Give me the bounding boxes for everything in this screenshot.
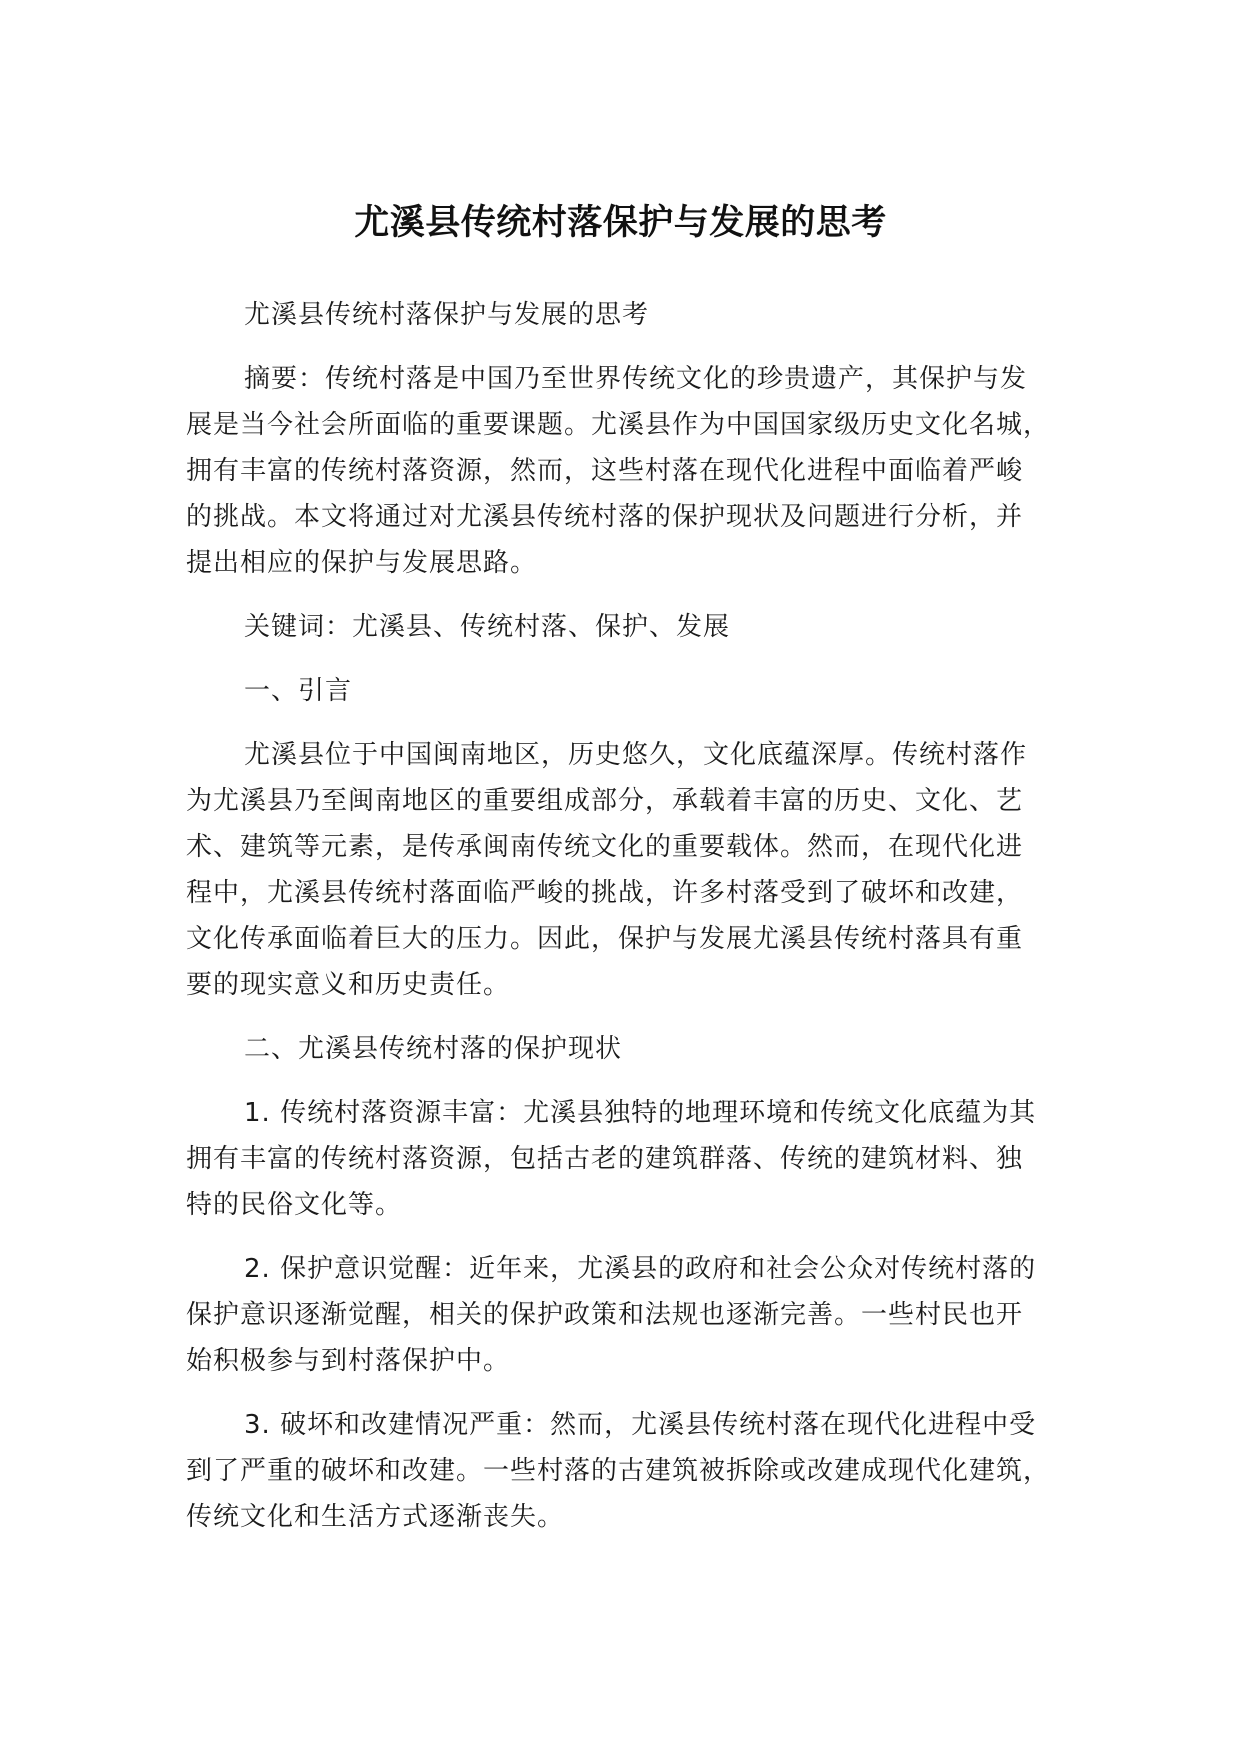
text-line: 展是当今社会所面临的重要课题。尤溪县作为中国国家级历史文化名城， xyxy=(186,410,1051,440)
text-line: 程中，尤溪县传统村落面临严峻的挑战，许多村落受到了破坏和改建， xyxy=(186,878,1024,908)
text-line: 1. 传统村落资源丰富：尤溪县独特的地理环境和传统文化底蕴为其 xyxy=(244,1098,1037,1128)
subtitle-paragraph xyxy=(186,292,1086,338)
list-item-paragraph xyxy=(186,1090,1086,1228)
text-line: 文化传承面临着巨大的压力。因此，保护与发展尤溪县传统村落具有重 xyxy=(186,924,1024,954)
document-title: 尤溪县传统村落保护与发展的思考 xyxy=(354,203,887,244)
text-line: 尤溪县位于中国闽南地区，历史悠久，文化底蕴深厚。传统村落作 xyxy=(244,740,1028,770)
text-line: 到了严重的破坏和改建。一些村落的古建筑被拆除或改建成现代化建筑， xyxy=(186,1456,1051,1486)
text-line: 始积极参与到村落保护中。 xyxy=(186,1346,511,1376)
text-line: 3. 破坏和改建情况严重：然而，尤溪县传统村落在现代化进程中受 xyxy=(244,1410,1037,1440)
introduction-paragraph xyxy=(186,732,1086,1008)
text-line: 拥有丰富的传统村落资源，包括古老的建筑群落、传统的建筑材料、独 xyxy=(186,1144,1024,1174)
list-item-paragraph xyxy=(186,1246,1086,1384)
text-line: 特的民俗文化等。 xyxy=(186,1190,403,1220)
text-line: 二、尤溪县传统村落的保护现状 xyxy=(244,1034,623,1064)
text-line: 提出相应的保护与发展思路。 xyxy=(186,548,538,578)
text-line: 摘要：传统村落是中国乃至世界传统文化的珍贵遗产，其保护与发 xyxy=(244,364,1028,394)
text-line: 要的现实意义和历史责任。 xyxy=(186,970,511,1000)
text-line: 保护意识逐渐觉醒，相关的保护政策和法规也逐渐完善。一些村民也开 xyxy=(186,1300,1024,1330)
text-line: 术、建筑等元素，是传承闽南传统文化的重要载体。然而，在现代化进 xyxy=(186,832,1024,862)
document-body xyxy=(186,292,1086,1558)
keywords-paragraph xyxy=(186,604,1086,650)
text-line: 拥有丰富的传统村落资源，然而，这些村落在现代化进程中面临着严峻 xyxy=(186,456,1024,486)
text-line: 为尤溪县乃至闽南地区的重要组成部分，承载着丰富的历史、文化、艺 xyxy=(186,786,1024,816)
section-heading xyxy=(186,1026,1086,1072)
text-line: 一、引言 xyxy=(244,676,353,706)
text-line: 传统文化和生活方式逐渐丧失。 xyxy=(186,1502,565,1532)
list-item-paragraph xyxy=(186,1402,1086,1540)
text-line: 2. 保护意识觉醒：近年来，尤溪县的政府和社会公众对传统村落的 xyxy=(244,1254,1037,1284)
text-line: 尤溪县传统村落保护与发展的思考 xyxy=(244,300,650,330)
text-line: 的挑战。本文将通过对尤溪县传统村落的保护现状及问题进行分析，并 xyxy=(186,502,1024,532)
abstract-paragraph xyxy=(186,356,1086,586)
section-heading xyxy=(186,668,1086,714)
text-line: 关键词：尤溪县、传统村落、保护、发展 xyxy=(244,612,731,642)
